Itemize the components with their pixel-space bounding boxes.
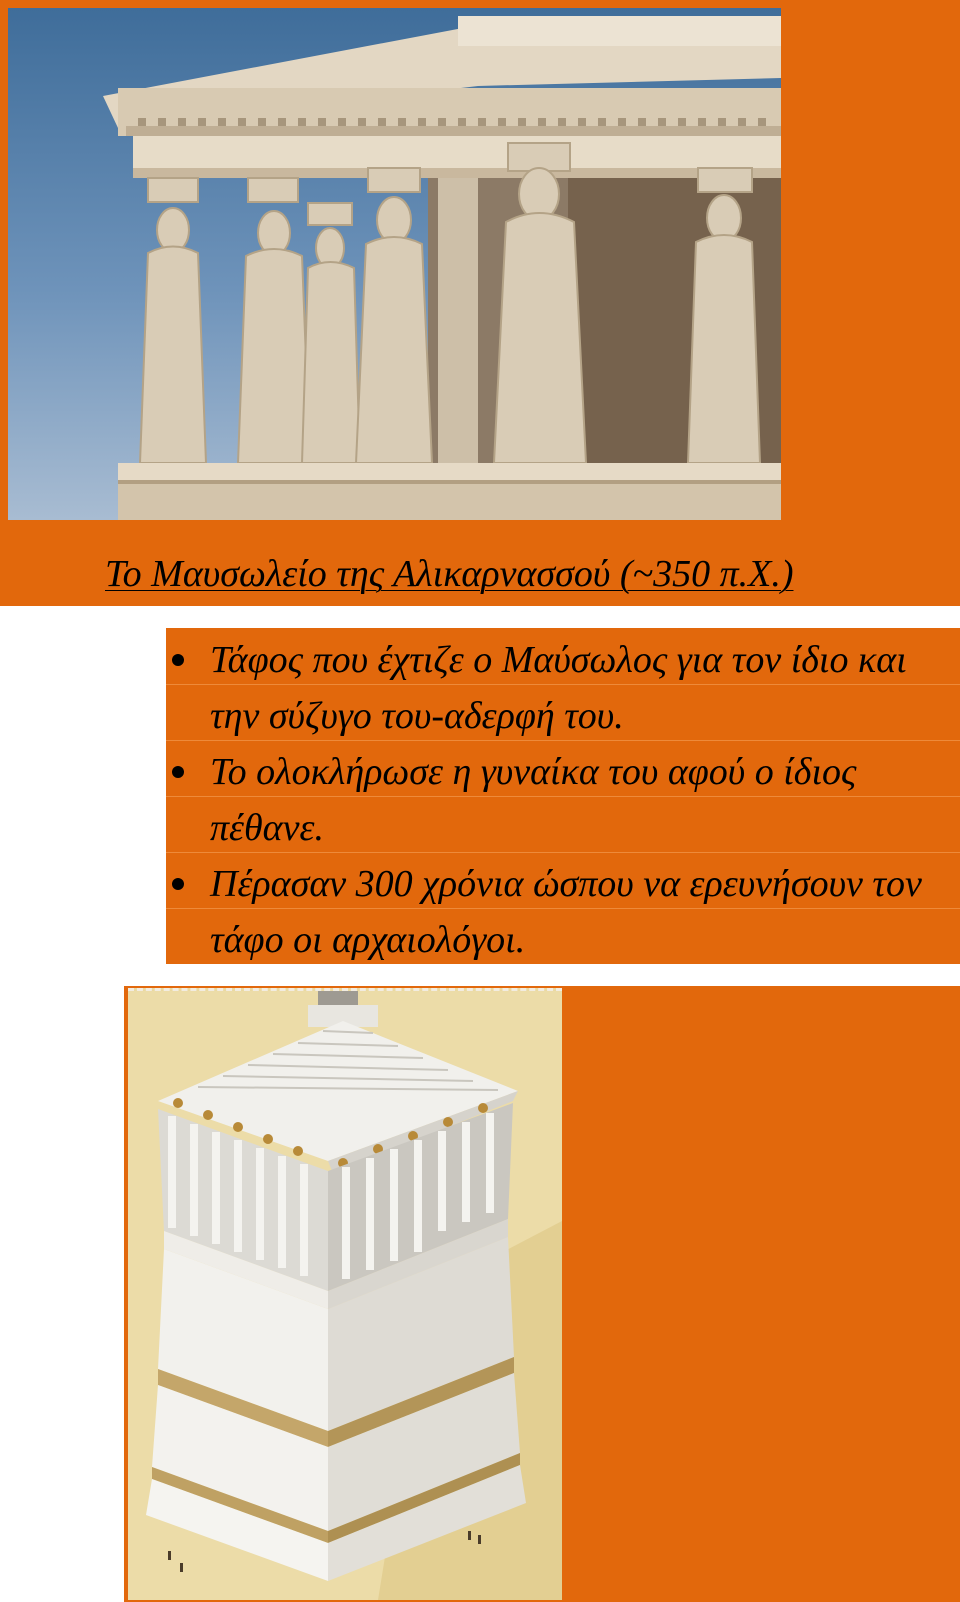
list-item-text: Τάφος που έχτιζε ο Μαύσωλος για τον ίδιο και την σύζυγο του-αδερφή του. <box>210 639 907 737</box>
bullet-icon <box>172 766 184 778</box>
list-item <box>166 632 960 744</box>
bottom-section <box>124 986 960 1602</box>
caryatids-photo <box>8 8 781 520</box>
list-item-text: Πέρασαν 300 χρόνια ώσπου να ερευνήσουν τον τάφο οι αρχαιολόγοι. <box>210 863 922 961</box>
mausoleum-illustration <box>128 991 562 1600</box>
list-item <box>166 744 960 856</box>
list-item-text: Το ολοκλήρωσε η γυναίκα του αφού ο ίδιος πέθανε. <box>210 751 857 849</box>
facts-list-section <box>166 628 960 964</box>
mausoleum-reconstruction-image <box>128 988 562 1600</box>
caryatids-illustration <box>8 8 781 520</box>
bullet-icon <box>172 878 184 890</box>
page-title: Το Μαυσωλείο της Αλικαρνασσού (~350 π.Χ.) <box>105 553 794 595</box>
bullet-icon <box>172 654 184 666</box>
list-item <box>166 856 960 968</box>
bullet-list <box>166 632 960 968</box>
top-section <box>0 0 960 606</box>
